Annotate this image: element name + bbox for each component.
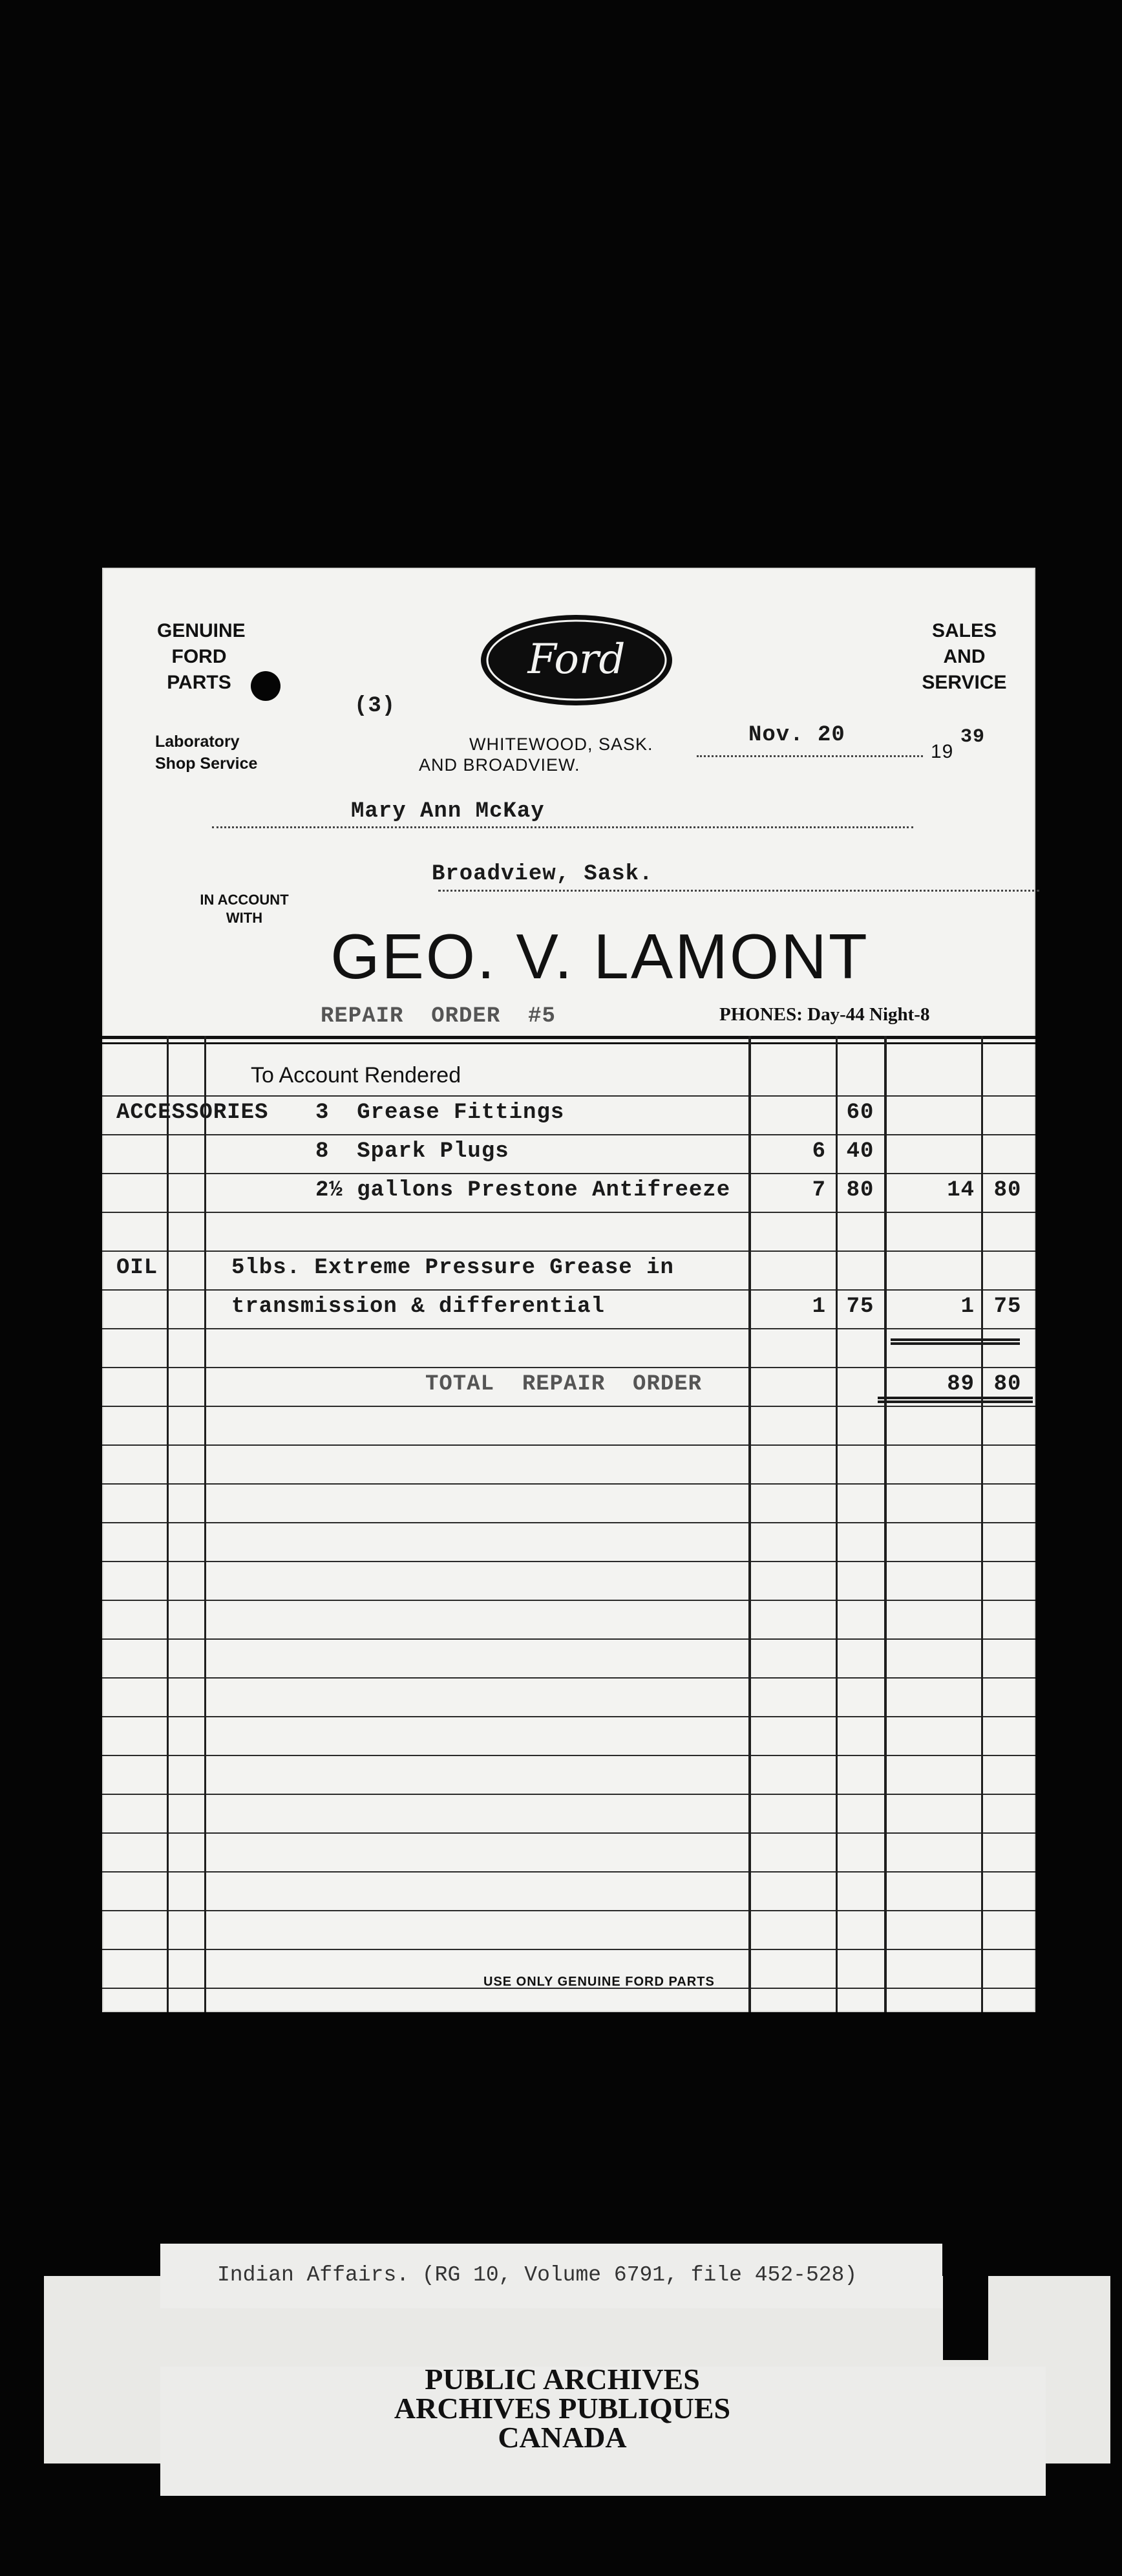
header-right-line: SALES [931, 620, 997, 641]
row-total-cents: 80 [993, 1178, 1022, 1203]
row-description: 5lbs. Extreme Pressure Grease in [231, 1256, 674, 1280]
row-total-dollars: 89 [947, 1372, 975, 1397]
row-description: 8 Spark Plugs [315, 1139, 509, 1164]
customer-address-line [438, 890, 1039, 892]
ruled-line [102, 1367, 1035, 1368]
ruled-line [102, 1289, 1035, 1291]
to-account-rendered: To Account Rendered [251, 1063, 461, 1088]
ruled-line [102, 1134, 1035, 1135]
table-top-rule [102, 1036, 1035, 1039]
ruled-line [102, 1095, 1035, 1097]
row-total-dollars: 1 [960, 1294, 975, 1319]
row-cents: 40 [846, 1139, 874, 1164]
row-total-dollars: 14 [947, 1178, 975, 1203]
row-dollars: 7 [812, 1178, 826, 1203]
year-typed: 39 [960, 726, 986, 748]
row-cents: 75 [846, 1294, 874, 1319]
archive-reference-text: Indian Affairs. (RG 10, Volume 6791, file 452-528) [217, 2263, 858, 2287]
column-divider [884, 1036, 887, 2012]
subtotal-double-rule [891, 1338, 1020, 1345]
ruled-line [102, 1600, 1035, 1601]
customer-name: Mary Ann McKay [351, 799, 545, 824]
ruled-line [102, 1212, 1035, 1213]
header-right-line: SERVICE [922, 672, 1007, 693]
footer-note: USE ONLY GENUINE FORD PARTS [483, 1975, 715, 1989]
in-account-line: WITH [226, 910, 263, 926]
row-category: OIL [116, 1256, 158, 1280]
ruled-line [102, 1483, 1035, 1485]
column-divider [204, 1036, 206, 2012]
genuine-ford-parts [157, 618, 246, 696]
row-category: ACCESSORIES [116, 1100, 269, 1125]
column-divider [748, 1036, 751, 2012]
ruled-line [102, 1871, 1035, 1873]
punch-hole [251, 671, 280, 701]
archive-stamp-line: ARCHIVES PUBLIQUES [394, 2392, 731, 2425]
customer-address: Broadview, Sask. [432, 862, 653, 886]
lab-line: Shop Service [155, 755, 258, 773]
ruled-line [102, 1949, 1035, 1950]
stamp-notch [943, 2244, 988, 2360]
customer-name-line [212, 826, 913, 828]
logo-text: Ford [527, 636, 626, 683]
invoice-sheet [102, 568, 1035, 2012]
row-cents: 80 [846, 1178, 874, 1203]
year-printed: 19 [931, 741, 954, 762]
line-items-table [102, 1036, 1035, 2012]
ruled-line [102, 1832, 1035, 1834]
ruled-line [102, 1638, 1035, 1640]
column-divider [836, 1036, 838, 2012]
archive-stamp-line: PUBLIC ARCHIVES [425, 2363, 700, 2396]
column-divider [167, 1036, 169, 2012]
town-line-1: WHITEWOOD, SASK. [469, 735, 653, 754]
row-total-cents: 80 [993, 1372, 1022, 1397]
repair-order-number: REPAIR ORDER #5 [321, 1004, 556, 1029]
row-description: transmission & differential [231, 1294, 605, 1319]
ruled-line [102, 1794, 1035, 1795]
header-left-line: FORD [171, 646, 227, 667]
ruled-line [102, 1677, 1035, 1679]
row-dollars: 1 [812, 1294, 826, 1319]
ruled-line [102, 1755, 1035, 1756]
town-line-2: AND BROADVIEW. [419, 755, 580, 775]
row-description: 3 Grease Fittings [315, 1100, 565, 1125]
ruled-line [102, 1561, 1035, 1562]
row-dollars: 6 [812, 1139, 826, 1164]
total-double-rule [878, 1397, 1033, 1403]
date-typed: Nov. 20 [748, 723, 845, 747]
archive-stamp-line: CANADA [498, 2421, 627, 2454]
ruled-line [102, 1444, 1035, 1446]
header-left-line: GENUINE [157, 620, 246, 641]
row-cents: 60 [846, 1100, 874, 1125]
in-account-line: IN ACCOUNT [200, 892, 289, 908]
row-total-cents: 75 [993, 1294, 1022, 1319]
header-right-line: AND [943, 646, 986, 667]
row-description: TOTAL REPAIR ORDER [425, 1372, 703, 1397]
header-left-line: PARTS [167, 672, 231, 693]
ruled-line [102, 1716, 1035, 1717]
archive-reference-label [160, 2244, 942, 2308]
lab-line: Laboratory [155, 733, 240, 751]
ruled-line [102, 1522, 1035, 1523]
ruled-line [102, 1328, 1035, 1329]
firm-name: GEO. V. LAMONT [330, 921, 869, 992]
ruled-line [102, 1250, 1035, 1252]
sales-and-service [919, 618, 1010, 696]
table-top-rule [102, 1042, 1035, 1044]
date-line [697, 755, 923, 757]
ruled-line [102, 1910, 1035, 1911]
ruled-line [102, 1173, 1035, 1174]
copy-number: (3) [354, 694, 396, 718]
laboratory-shop-service [155, 731, 257, 775]
row-description: 2½ gallons Prestone Antifreeze [315, 1178, 731, 1203]
column-divider [981, 1036, 983, 2012]
public-archives-stamp [336, 2365, 789, 2452]
phones: PHONES: Day-44 Night-8 [719, 1004, 930, 1025]
ruled-line [102, 1406, 1035, 1407]
ford-logo [478, 612, 675, 709]
